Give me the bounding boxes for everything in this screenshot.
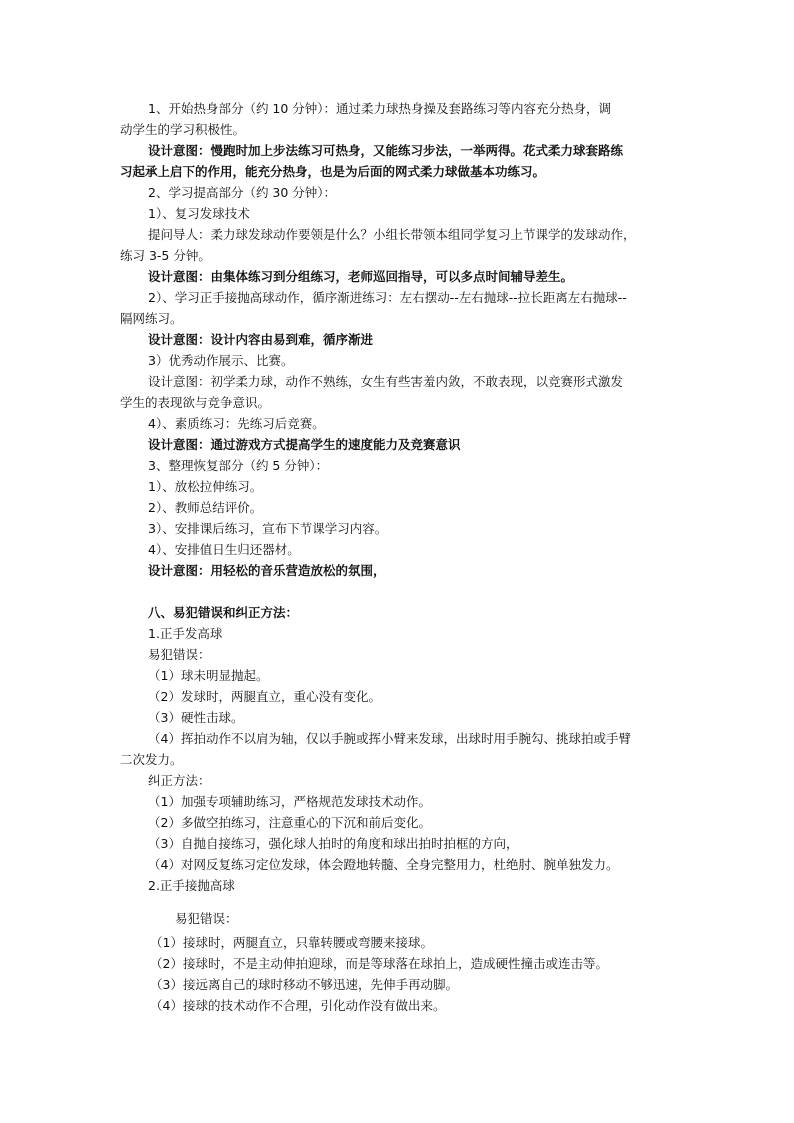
paragraph-line: 设计意图：初学柔力球，动作不熟练，女生有些害羞内敛，不敢表现，以竞赛形式激发 <box>148 374 624 389</box>
subsection-heading: 4）、素质练习：先练习后竞赛。 <box>148 416 325 431</box>
section-heading: 3、整理恢复部分（约 5 分钟）： <box>148 458 329 473</box>
list-item: （4）挥拍动作不以肩为轴，仅以手腕或挥小臂来发球，出球时用手腕勾、挑球拍或手臂 <box>148 731 631 746</box>
list-item: （3）自抛自接练习，强化球人拍时的角度和球出拍时拍框的方向， <box>148 836 519 851</box>
label-line: 易犯错误： <box>175 911 238 926</box>
list-item: （1）加强专项辅助练习，严格规范发球技术动作。 <box>148 794 431 809</box>
list-item: （4）对网反复练习定位发球，体会蹬地转髓、全身完整用力，杜绝肘、腕单独发力。 <box>148 857 619 872</box>
subsection-heading: 3）优秀动作展示、比赛。 <box>148 353 294 368</box>
paragraph-line: 提问导人：柔力球发球动作要领是什么？小组长带领本组同学复习上节课学的发球动作， <box>148 227 636 242</box>
list-item: （4）接球的技术动作不合理，引化动作没有做出来。 <box>150 998 446 1013</box>
list-item: （2）接球时，不是主动伸拍迎球，而是等球落在球拍上，造成硬性撞击或连击等。 <box>150 956 608 971</box>
list-item: （1）球未明显抛起。 <box>148 668 269 683</box>
subsection-heading: 1.正手发高球 <box>148 626 223 641</box>
paragraph-line: 动学生的学习积极性。 <box>120 122 246 137</box>
design-intent-line: 设计意图：通过游戏方式提高学生的速度能力及竞赛意识 <box>148 437 461 452</box>
list-item: （2）多做空拍练习，注意重心的下沉和前后变化。 <box>148 815 431 830</box>
list-item: （3）硬性击球。 <box>148 710 244 725</box>
paragraph-line: 2）、学习正手接抛高球动作，循序渐进练习：左右摆动--左右抛球--拉长距离左右抛球-- <box>148 290 627 305</box>
paragraph-line: 隔网练习。 <box>120 311 183 326</box>
list-item: 4）、安排值日生归还器材。 <box>148 542 300 557</box>
label-line: 纠正方法： <box>148 773 211 788</box>
subsection-heading: 2.正手接抛高球 <box>148 878 235 893</box>
design-intent-line: 习起承上启下的作用，能充分热身，也是为后面的网式柔力球做基本功练习。 <box>120 164 546 179</box>
section-heading: 2、学习提高部分（约 30 分钟）： <box>148 185 337 200</box>
list-item: 2）、教师总结评价。 <box>148 500 263 515</box>
paragraph-line: 练习 3-5 分钟。 <box>120 248 211 263</box>
design-intent-line: 设计意图：由集体练习到分组练习，老师巡回指导，可以多点时间辅导差生。 <box>148 269 574 284</box>
paragraph-line: 学生的表现欲与竞争意识。 <box>120 395 271 410</box>
design-intent-line: 设计意图：用轻松的音乐营造放松的氛围， <box>148 563 386 578</box>
list-item: （2）发球时，两腿直立，重心没有变化。 <box>148 689 381 704</box>
subsection-heading: 1）、复习发球技术 <box>148 206 250 221</box>
label-line: 易犯错误： <box>148 647 211 662</box>
list-item: （1）接球时，两腿直立，只靠转腰或弯腰来接球。 <box>150 935 433 950</box>
design-intent-line: 设计意图：慢跑时加上步法练习可热身，又能练习步法，一举两得。花式柔力球套路练 <box>148 143 624 158</box>
list-item: 1）、放松拉伸练习。 <box>148 479 263 494</box>
design-intent-line: 设计意图：设计内容由易到难，循序渐进 <box>148 332 374 347</box>
list-item: 二次发力。 <box>120 752 183 767</box>
paragraph-line: 1、开始热身部分（约 10 分钟）：通过柔力球热身操及套路练习等内容充分热身，调 <box>148 101 612 116</box>
list-item: （3）接远离自己的球时移动不够迅速，先伸手再动脚。 <box>150 977 458 992</box>
chapter-heading: 八、易犯错误和纠正方法： <box>148 605 299 620</box>
list-item: 3）、安排课后练习，宣布下节课学习内容。 <box>148 521 388 536</box>
